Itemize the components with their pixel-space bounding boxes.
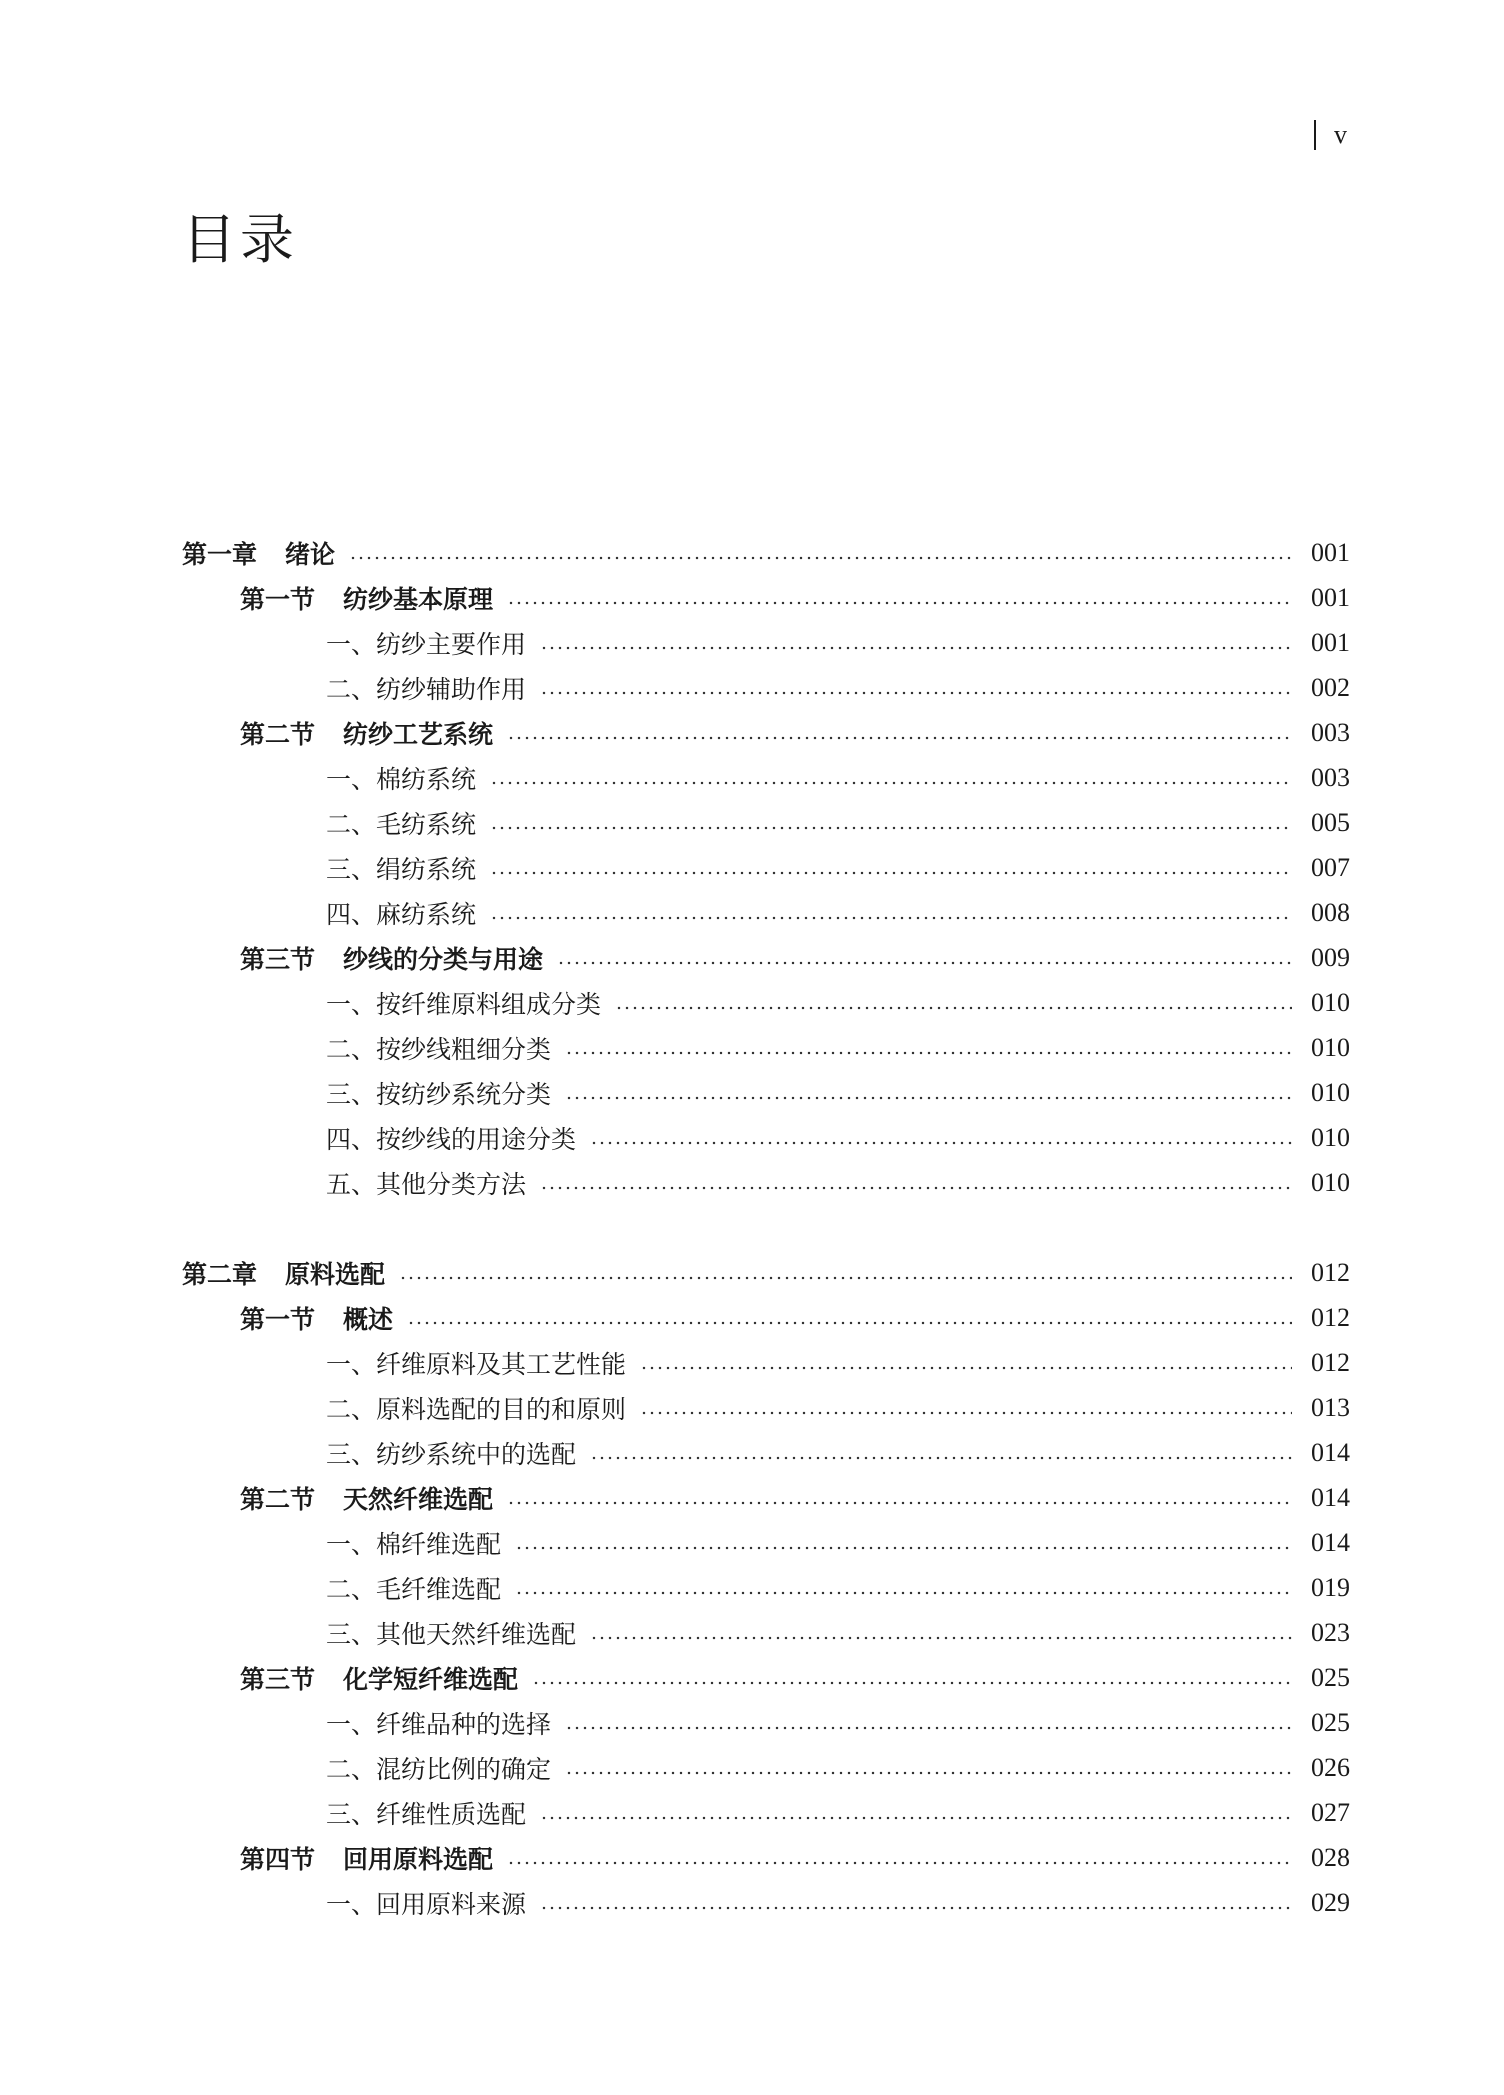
item-title: 二、按纱线粗细分类: [326, 1034, 552, 1064]
item-label: [326, 1570, 515, 1606]
dot-leader: [615, 1006, 1292, 1010]
dot-leader: [490, 871, 1292, 875]
section-number: 第二节: [240, 1484, 316, 1514]
item-title: 三、按纺纱系统分类: [326, 1079, 552, 1109]
toc-chapter-entry[interactable]: [0, 530, 1504, 575]
section-title: 纺纱基本原理: [343, 584, 494, 614]
item-title: 三、绢纺系统: [326, 854, 477, 884]
page-ref: 026: [1311, 1752, 1350, 1782]
page-ref: 010: [1311, 987, 1350, 1017]
dot-leader: [349, 556, 1292, 560]
toc-chapter-entry[interactable]: [0, 1250, 1504, 1295]
page-number-marker: [1314, 118, 1347, 152]
item-title: 二、毛纺系统: [326, 809, 477, 839]
toc-item-entry[interactable]: [0, 845, 1504, 890]
toc-item-entry[interactable]: [0, 1880, 1504, 1925]
toc-item-entry[interactable]: [0, 1745, 1504, 1790]
toc-item-entry[interactable]: [0, 1565, 1504, 1610]
dot-leader: [540, 1186, 1292, 1190]
toc-section-entry[interactable]: [0, 1835, 1504, 1880]
page-number: v: [1334, 120, 1347, 149]
toc-item-entry[interactable]: [0, 890, 1504, 935]
toc-section-entry[interactable]: [0, 1295, 1504, 1340]
item-label: [326, 1615, 590, 1651]
page-ref: 008: [1311, 897, 1350, 927]
dot-leader: [557, 961, 1292, 965]
page-ref: 029: [1311, 1887, 1350, 1917]
dot-leader: [640, 1366, 1292, 1370]
page-ref: 012: [1311, 1302, 1350, 1332]
dot-leader: [540, 646, 1292, 650]
toc-item-entry[interactable]: [0, 1385, 1504, 1430]
item-title: 三、纤维性质选配: [326, 1799, 527, 1829]
page-ref: 010: [1311, 1077, 1350, 1107]
dot-leader: [540, 691, 1292, 695]
toc-item-entry[interactable]: [0, 1160, 1504, 1205]
toc-item-entry[interactable]: [0, 1790, 1504, 1835]
dot-leader: [407, 1321, 1292, 1325]
toc-item-entry[interactable]: [0, 1430, 1504, 1475]
section-label: [240, 1300, 407, 1336]
item-title: 二、原料选配的目的和原则: [326, 1394, 627, 1424]
page-ref: 009: [1311, 942, 1350, 972]
dot-leader: [590, 1636, 1292, 1640]
item-title: 三、其他天然纤维选配: [326, 1619, 577, 1649]
page-ref: 003: [1311, 717, 1350, 747]
item-label: [326, 895, 490, 931]
dot-leader: [590, 1141, 1292, 1145]
item-title: 一、回用原料来源: [326, 1889, 527, 1919]
page-ref: 025: [1311, 1707, 1350, 1737]
item-title: 二、混纺比例的确定: [326, 1754, 552, 1784]
item-label: [326, 1345, 640, 1381]
item-title: 二、毛纤维选配: [326, 1574, 502, 1604]
dot-leader: [399, 1276, 1292, 1280]
item-label: [326, 1390, 640, 1426]
dot-leader: [490, 781, 1292, 785]
chapter-group: [0, 530, 1504, 1205]
dot-leader: [640, 1411, 1292, 1415]
item-label: [326, 1435, 590, 1471]
section-number: 第二节: [240, 719, 316, 749]
toc-item-entry[interactable]: [0, 980, 1504, 1025]
toc-item-entry[interactable]: [0, 1070, 1504, 1115]
item-label: [326, 1165, 540, 1201]
chapter-number: 第二章: [182, 1259, 258, 1289]
dot-leader: [507, 1501, 1292, 1505]
page-ref: 014: [1311, 1437, 1350, 1467]
toc-section-entry[interactable]: [0, 575, 1504, 620]
item-title: 一、纺纱主要作用: [326, 629, 527, 659]
section-number: 第三节: [240, 1664, 316, 1694]
chapter-label: [182, 535, 349, 571]
dot-leader: [565, 1096, 1292, 1100]
item-label: [326, 850, 490, 886]
item-label: [326, 1030, 565, 1066]
page-ref: 027: [1311, 1797, 1350, 1827]
page-title: 目录: [182, 208, 298, 271]
dot-leader: [507, 1861, 1292, 1865]
toc-item-entry[interactable]: [0, 1115, 1504, 1160]
item-label: [326, 670, 540, 706]
dot-leader: [515, 1591, 1292, 1595]
page-number-divider: [1314, 120, 1316, 150]
page-ref: 001: [1311, 537, 1350, 567]
chapter-number: 第一章: [182, 539, 258, 569]
dot-leader: [490, 826, 1292, 830]
toc-section-entry[interactable]: [0, 710, 1504, 755]
chapter-label: [182, 1255, 399, 1291]
page-ref: 003: [1311, 762, 1350, 792]
page-ref: 028: [1311, 1842, 1350, 1872]
page-ref: 001: [1311, 582, 1350, 612]
page-ref: 001: [1311, 627, 1350, 657]
dot-leader: [565, 1771, 1292, 1775]
item-label: [326, 1075, 565, 1111]
section-number: 第一节: [240, 584, 316, 614]
toc-section-entry[interactable]: [0, 1655, 1504, 1700]
section-number: 第四节: [240, 1844, 316, 1874]
item-title: 一、棉纤维选配: [326, 1529, 502, 1559]
item-label: [326, 1795, 540, 1831]
dot-leader: [490, 916, 1292, 920]
chapter-title: 绪论: [285, 539, 336, 569]
item-label: [326, 985, 615, 1021]
section-title: 纱线的分类与用途: [343, 944, 544, 974]
item-title: 四、按纱线的用途分类: [326, 1124, 577, 1154]
item-title: 一、棉纺系统: [326, 764, 477, 794]
item-label: [326, 1705, 565, 1741]
page-ref: 019: [1311, 1572, 1350, 1602]
item-title: 五、其他分类方法: [326, 1169, 527, 1199]
dot-leader: [540, 1816, 1292, 1820]
toc-item-entry[interactable]: [0, 1520, 1504, 1565]
dot-leader: [532, 1681, 1292, 1685]
section-title: 天然纤维选配: [343, 1484, 494, 1514]
section-label: [240, 1660, 532, 1696]
toc-item-entry[interactable]: [0, 620, 1504, 665]
dot-leader: [540, 1906, 1292, 1910]
dot-leader: [507, 601, 1292, 605]
dot-leader: [507, 736, 1292, 740]
page-ref: 002: [1311, 672, 1350, 702]
page-ref: 014: [1311, 1482, 1350, 1512]
item-label: [326, 1885, 540, 1921]
dot-leader: [565, 1051, 1292, 1055]
page-ref: 014: [1311, 1527, 1350, 1557]
page-ref: 010: [1311, 1122, 1350, 1152]
item-label: [326, 805, 490, 841]
section-title: 纺纱工艺系统: [343, 719, 494, 749]
section-title: 化学短纤维选配: [343, 1664, 519, 1694]
page-ref: 010: [1311, 1032, 1350, 1062]
toc-section-entry[interactable]: [0, 935, 1504, 980]
dot-leader: [515, 1546, 1292, 1550]
toc-item-entry[interactable]: [0, 1025, 1504, 1070]
toc-item-entry[interactable]: [0, 1340, 1504, 1385]
section-number: 第一节: [240, 1304, 316, 1334]
page-ref: 010: [1311, 1167, 1350, 1197]
section-number: 第三节: [240, 944, 316, 974]
section-label: [240, 1840, 507, 1876]
item-title: 二、纺纱辅助作用: [326, 674, 527, 704]
item-label: [326, 1525, 515, 1561]
page-ref: 025: [1311, 1662, 1350, 1692]
section-title: 回用原料选配: [343, 1844, 494, 1874]
section-label: [240, 580, 507, 616]
item-title: 一、纤维品种的选择: [326, 1709, 552, 1739]
section-label: [240, 1480, 507, 1516]
item-title: 一、纤维原料及其工艺性能: [326, 1349, 627, 1379]
page-ref: 023: [1311, 1617, 1350, 1647]
toc-item-entry[interactable]: [0, 1700, 1504, 1745]
chapter-group: [0, 1250, 1504, 1925]
table-of-contents: [0, 530, 1504, 1970]
toc-section-entry[interactable]: [0, 1475, 1504, 1520]
item-label: [326, 1750, 565, 1786]
item-title: 一、按纤维原料组成分类: [326, 989, 602, 1019]
page-ref: 005: [1311, 807, 1350, 837]
dot-leader: [590, 1456, 1292, 1460]
page-ref: 012: [1311, 1257, 1350, 1287]
item-title: 三、纺纱系统中的选配: [326, 1439, 577, 1469]
page-ref: 012: [1311, 1347, 1350, 1377]
section-label: [240, 940, 557, 976]
toc-item-entry[interactable]: [0, 755, 1504, 800]
item-label: [326, 625, 540, 661]
toc-item-entry[interactable]: [0, 800, 1504, 845]
section-label: [240, 715, 507, 751]
section-title: 概述: [343, 1304, 394, 1334]
page-ref: 013: [1311, 1392, 1350, 1422]
page-ref: 007: [1311, 852, 1350, 882]
item-label: [326, 760, 490, 796]
chapter-title: 原料选配: [285, 1259, 386, 1289]
item-label: [326, 1120, 590, 1156]
toc-item-entry[interactable]: [0, 1610, 1504, 1655]
item-title: 四、麻纺系统: [326, 899, 477, 929]
dot-leader: [565, 1726, 1292, 1730]
toc-item-entry[interactable]: [0, 665, 1504, 710]
